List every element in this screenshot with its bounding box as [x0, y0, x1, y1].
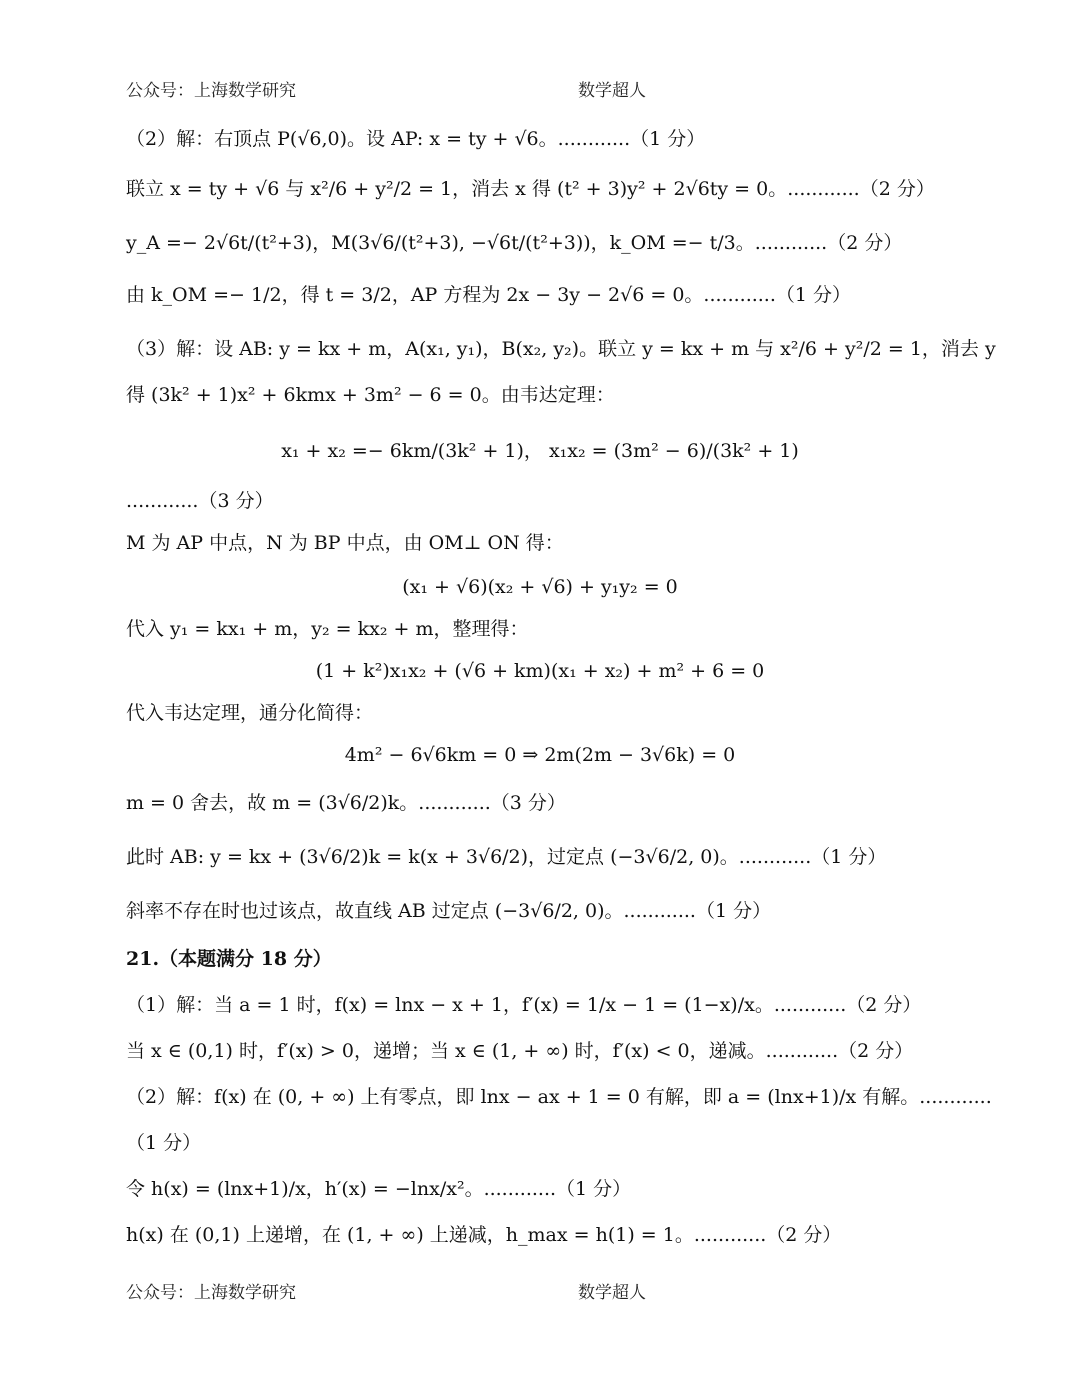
- simplified-equation: 4m² − 6√6km = 0 ⇒ 2m(2m − 3√6k) = 0: [344, 744, 736, 766]
- line-21-monotonic: 当 x ∈ (0,1) 时，f′(x) > 0，递增；当 x ∈ (1, + ∞) 时，f′(x) < 0，递减。............（2 分）: [126, 1040, 914, 1062]
- line-21-score: （1 分）: [126, 1132, 202, 1154]
- header-right: 数学超人: [578, 81, 646, 101]
- line-score-3a: ............（3 分）: [126, 490, 274, 512]
- line-part2-ap-equation: 由 k_OM =− 1/2，得 t = 3/2，AP 方程为 2x − 3y − 2√6 = 0。............（1 分）: [126, 284, 852, 306]
- line-m-value: m = 0 舍去，故 m = (3√6/2)k。............（3 分）: [126, 792, 566, 814]
- footer-right: 数学超人: [578, 1283, 646, 1303]
- footer-left: 公众号：上海数学研究: [126, 1283, 296, 1303]
- line-part2-simultaneous: 联立 x = ty + √6 与 x²/6 + y²/2 = 1，消去 x 得 (t² + 3)y² + 2√6ty = 0。............（2 分）: [126, 178, 935, 200]
- perpendicular-condition: (x₁ + √6)(x₂ + √6) + y₁y₂ = 0: [402, 576, 678, 598]
- expanded-equation: (1 + k²)x₁x₂ + (√6 + km)(x₁ + x₂) + m² + 6 = 0: [315, 660, 765, 682]
- line-21-part2: （2）解：f(x) 在 (0, + ∞) 上有零点，即 lnx − ax + 1 = 0 有解，即 a = (lnx+1)/x 有解。............: [126, 1086, 992, 1108]
- line-substitute: 代入 y₁ = kx₁ + m，y₂ = kx₂ + m，整理得：: [126, 618, 529, 640]
- line-21-h-max: h(x) 在 (0,1) 上递增，在 (1, + ∞) 上递减，h_max = h(1) = 1。............（2 分）: [126, 1224, 842, 1246]
- line-part2-vertex: （2）解：右顶点 P(√6,0)。设 AP: x = ty + √6。............（1 分）: [126, 128, 706, 150]
- line-fixed-point: 此时 AB: y = kx + (3√6/2)k = k(x + 3√6/2)，过定点 (−3√6/2, 0)。............（1 分）: [126, 846, 887, 868]
- line-21-h-function: 令 h(x) = (lnx+1)/x，h′(x) = −lnx/x²。............（1 分）: [126, 1178, 632, 1200]
- line-vertical-case: 斜率不存在时也过该点，故直线 AB 过定点 (−3√6/2, 0)。............（1 分）: [126, 900, 772, 922]
- line-vieta-simplify: 代入韦达定理，通分化简得：: [126, 702, 374, 724]
- vieta-formula: x₁ + x₂ =− 6km/(3k² + 1)， x₁x₂ = (3m² − 6)/(3k² + 1): [281, 440, 799, 462]
- line-21-part1: （1）解：当 a = 1 时，f(x) = lnx − x + 1，f′(x) = 1/x − 1 = (1−x)/x。............（2 分）: [126, 994, 922, 1016]
- line-midpoints: M 为 AP 中点，N 为 BP 中点，由 OM⊥ ON 得：: [126, 532, 564, 554]
- line-part3-quadratic: 得 (3k² + 1)x² + 6kmx + 3m² − 6 = 0。由韦达定理：: [126, 384, 615, 406]
- problem-21-heading: 21.（本题满分 18 分）: [126, 948, 332, 970]
- line-part2-coordinates: y_A =− 2√6t/(t²+3)，M(3√6/(t²+3), −√6t/(t²+3))，k_OM =− t/3。............（2 分）: [126, 232, 903, 254]
- line-part3-setup: （3）解：设 AB: y = kx + m，A(x₁, y₁)，B(x₂, y₂)。联立 y = kx + m 与 x²/6 + y²/2 = 1，消去 y: [126, 338, 996, 360]
- header-left: 公众号：上海数学研究: [126, 81, 296, 101]
